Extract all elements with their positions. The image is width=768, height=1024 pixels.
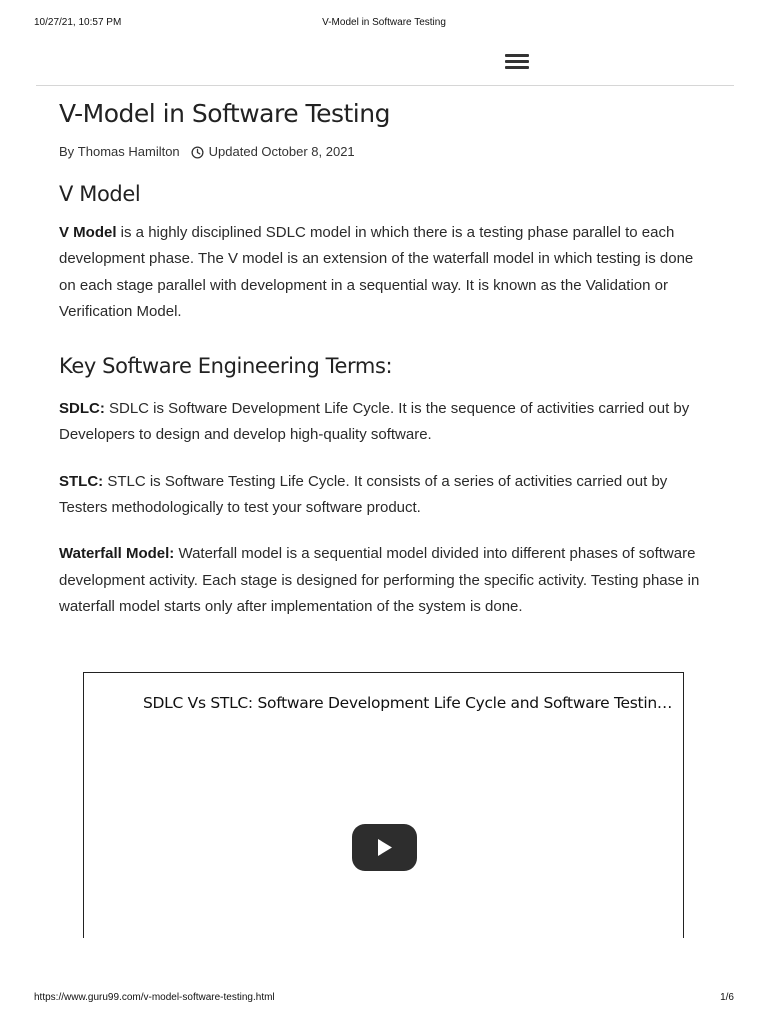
term-definition: Waterfall model is a sequential model divided into different phases of software development activity. Each stage is designed for performing the specific activity. Testing phase in waterfall model starts only after implementation of the system is done. — [59, 545, 700, 615]
print-page-number: 1/6 — [720, 992, 734, 1003]
print-header — [0, 17, 768, 31]
updated-date: Updated October 8, 2021 — [208, 144, 355, 159]
print-url: https://www.guru99.com/v-model-software-testing.html — [34, 992, 275, 1003]
article-meta — [59, 143, 709, 161]
term-paragraph-stlc — [59, 469, 709, 522]
intro-paragraph — [59, 220, 709, 325]
intro-bold-term: V Model — [59, 224, 117, 241]
term-label: Waterfall Model: — [59, 545, 175, 563]
header-divider — [36, 85, 734, 86]
intro-text: is a highly disciplined SDLC model in which there is a testing phase parallel to each development phase. The V model is an extension of the waterfall model in which testing is done on each stage parallel with development in a sequential way. It is known as the Validation or Verification Model. — [59, 224, 694, 320]
term-definition: SDLC is Software Development Life Cycle. It is the sequence of activities carried out by Developers to design and develop high-quality software. — [59, 400, 690, 444]
term-label: STLC: — [59, 472, 104, 490]
video-title[interactable]: SDLC Vs STLC: Software Development Life Cycle and Software Testin… — [143, 694, 673, 712]
term-paragraph-sdlc — [59, 396, 709, 449]
author-link[interactable]: Thomas Hamilton — [77, 144, 180, 159]
section-heading: V Model — [59, 182, 141, 206]
play-icon — [352, 824, 417, 871]
term-label: SDLC: — [59, 400, 105, 418]
terms-heading: Key Software Engineering Terms: — [59, 354, 393, 379]
hamburger-menu-icon[interactable] — [505, 51, 529, 71]
print-page-title: V-Model in Software Testing — [322, 17, 446, 28]
print-timestamp: 10/27/21, 10:57 PM — [34, 17, 122, 28]
video-embed[interactable] — [83, 672, 684, 938]
play-button[interactable] — [352, 824, 417, 871]
page-title: V-Model in Software Testing — [59, 99, 390, 128]
print-footer — [0, 992, 768, 1006]
term-definition: STLC is Software Testing Life Cycle. It consists of a series of activities carried out by Testers methodologically to test your software product. — [59, 472, 668, 517]
term-paragraph-waterfall — [59, 541, 709, 620]
article — [59, 96, 709, 620]
clock-icon — [191, 146, 204, 159]
byline-prefix: By — [59, 144, 75, 159]
